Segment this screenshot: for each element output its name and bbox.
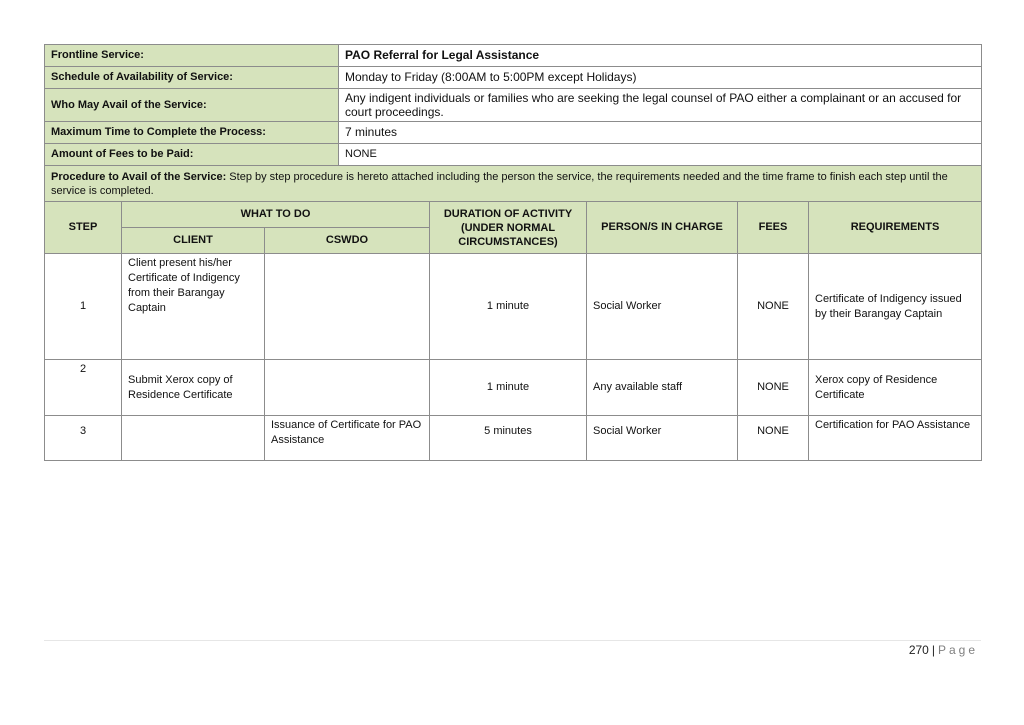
table-row	[45, 416, 982, 461]
who-may-avail-row	[45, 89, 982, 122]
frontline-service-row	[45, 45, 982, 67]
client-action	[122, 416, 265, 461]
requirements-header: REQUIREMENTS	[809, 202, 982, 254]
fees: NONE	[738, 254, 809, 360]
fees-header: FEES	[738, 202, 809, 254]
duration: 5 minutes	[430, 416, 587, 461]
duration: 1 minute	[430, 254, 587, 360]
client-action: Submit Xerox copy of Residence Certificate	[122, 360, 265, 416]
person-in-charge-header: PERSON/S IN CHARGE	[587, 202, 738, 254]
client-header: CLIENT	[122, 228, 265, 254]
table-row	[45, 254, 982, 360]
max-time-label: Maximum Time to Complete the Process:	[45, 122, 339, 144]
frontline-service-label: Frontline Service:	[45, 45, 339, 67]
schedule-row	[45, 67, 982, 89]
header-row-top	[45, 202, 982, 228]
person-in-charge: Social Worker	[587, 416, 738, 461]
what-to-do-header: WHAT TO DO	[122, 202, 430, 228]
cswdo-header: CSWDO	[265, 228, 430, 254]
fees-row	[45, 144, 982, 166]
schedule-value: Monday to Friday (8:00AM to 5:00PM except Holidays)	[339, 67, 982, 89]
person-in-charge: Any available staff	[587, 360, 738, 416]
who-may-avail-value: Any indigent individuals or families who are seeking the legal counsel of PAO either a complainant or an accused for court proceedings.	[339, 89, 982, 122]
step-header: STEP	[45, 202, 122, 254]
requirements: Certification for PAO Assistance	[809, 416, 982, 461]
footer-divider	[44, 640, 981, 641]
duration-header: DURATION OF ACTIVITY (UNDER NORMAL CIRCUMSTANCES)	[430, 202, 587, 254]
frontline-service-value: PAO Referral for Legal Assistance	[339, 45, 982, 67]
procedure-text: Step by step procedure is hereto attached including the person the service, the requirements needed and the time frame to finish each step until the service is completed.	[51, 171, 948, 197]
schedule-label: Schedule of Availability of Service:	[45, 67, 339, 89]
fees-value: NONE	[339, 144, 982, 166]
requirements: Xerox copy of Residence Certificate	[809, 360, 982, 416]
step-number: 1	[45, 254, 122, 360]
step-number: 2	[45, 360, 122, 416]
fees: NONE	[738, 360, 809, 416]
table-row	[45, 360, 982, 416]
who-may-avail-label: Who May Avail of the Service:	[45, 89, 339, 122]
page-footer	[909, 643, 978, 657]
step-number: 3	[45, 416, 122, 461]
page-separator: |	[931, 643, 935, 657]
fees-label: Amount of Fees to be Paid:	[45, 144, 339, 166]
fees: NONE	[738, 416, 809, 461]
client-action: Client present his/her Certificate of Indigency from their Barangay Captain	[122, 254, 265, 360]
page-label: Page	[937, 643, 978, 657]
steps-table	[44, 201, 982, 461]
procedure-cell	[45, 166, 982, 203]
duration: 1 minute	[430, 360, 587, 416]
cswdo-action	[265, 360, 430, 416]
max-time-value: 7 minutes	[339, 122, 982, 144]
requirements: Certificate of Indigency issued by their Barangay Captain	[809, 254, 982, 360]
procedure-label: Procedure to Avail of the Service:	[51, 171, 227, 183]
max-time-row	[45, 122, 982, 144]
service-info-table	[44, 44, 982, 203]
cswdo-action: Issuance of Certificate for PAO Assistance	[265, 416, 430, 461]
procedure-row	[45, 166, 982, 203]
cswdo-action	[265, 254, 430, 360]
person-in-charge: Social Worker	[587, 254, 738, 360]
page-number: 270	[908, 643, 929, 657]
